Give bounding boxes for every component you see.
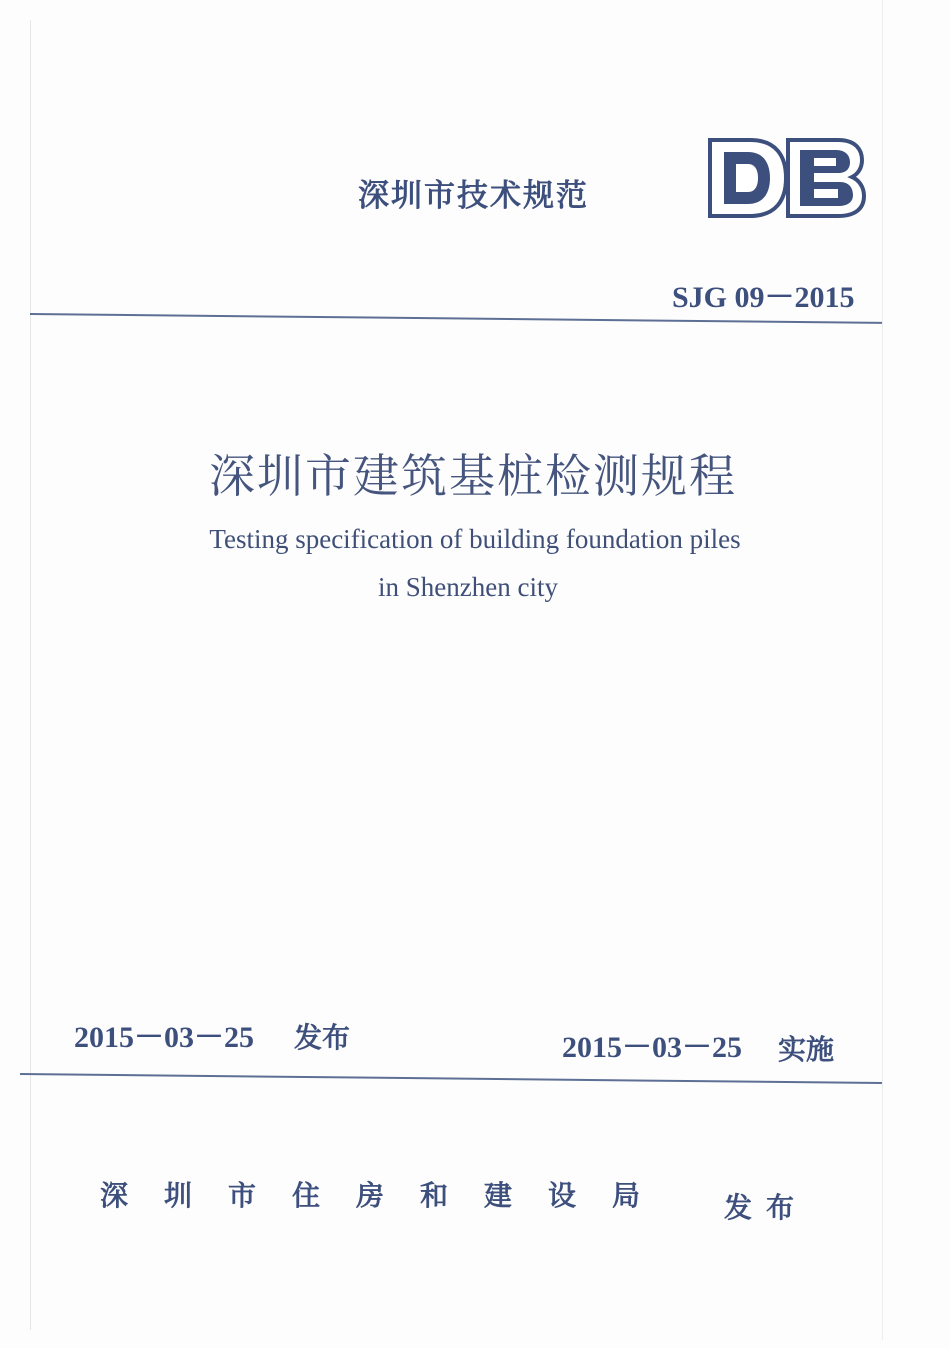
- publisher-action: 发布: [724, 1191, 809, 1224]
- page-edge-left: [30, 20, 31, 1330]
- series-label: 深圳市技术规范: [358, 178, 589, 214]
- db-logo: [706, 136, 866, 220]
- bottom-divider: [20, 1073, 882, 1084]
- title-chinese-text: 深圳市建筑基桩检测规程: [209, 449, 737, 503]
- title-english-line1: Testing specification of building foundation piles: [209, 524, 741, 554]
- title-chinese: [0, 440, 950, 506]
- title-english-line2: in Shenzhen city: [378, 572, 558, 602]
- page-edge-right: [882, 0, 883, 1340]
- publish-label: 发布: [294, 1021, 351, 1054]
- publish-date: 2015－03－25: [74, 1021, 254, 1054]
- publisher-name: 深圳市住房和建设局: [100, 1179, 677, 1212]
- effective-label: 实施: [778, 1033, 835, 1066]
- standard-number: SJG 09－2015: [672, 281, 855, 314]
- effective-date: 2015－03－25: [562, 1031, 742, 1064]
